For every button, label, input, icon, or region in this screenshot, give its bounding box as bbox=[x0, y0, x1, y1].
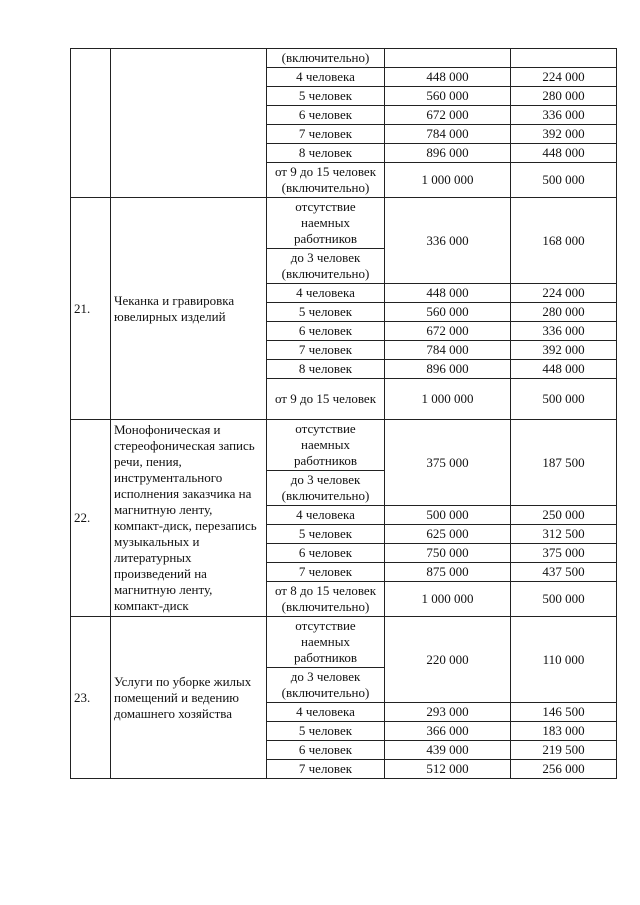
value-1: 875 000 bbox=[385, 563, 511, 582]
employee-count: отсутствие наемных работников bbox=[267, 420, 385, 471]
value-1: 1 000 000 bbox=[385, 163, 511, 198]
employee-count: 4 человека bbox=[267, 68, 385, 87]
entry-name: Монофоническая и стереофоническая запись речи, пения, инструментального исполнения заказчика на магнитную ленту, компакт-диск, перезапись музыкальных и литературных произведений на магнитную ленту, компакт-диск bbox=[111, 420, 267, 617]
value-1: 439 000 bbox=[385, 741, 511, 760]
employee-count: от 9 до 15 человек (включительно) bbox=[267, 163, 385, 198]
employee-count: от 9 до 15 человек bbox=[267, 379, 385, 420]
employee-count: 6 человек bbox=[267, 544, 385, 563]
employee-count: 5 человек bbox=[267, 87, 385, 106]
value-1: 560 000 bbox=[385, 87, 511, 106]
value-2: 219 500 bbox=[511, 741, 617, 760]
value-2: 280 000 bbox=[511, 303, 617, 322]
value-2 bbox=[511, 49, 617, 68]
employee-count: 8 человек bbox=[267, 144, 385, 163]
employee-count: (включительно) bbox=[267, 49, 385, 68]
employee-count: 4 человека bbox=[267, 703, 385, 722]
employee-count: до 3 человек (включительно) bbox=[267, 668, 385, 703]
value-1: 784 000 bbox=[385, 341, 511, 360]
tariff-table bbox=[70, 48, 617, 779]
value-2: 187 500 bbox=[511, 420, 617, 506]
value-1: 896 000 bbox=[385, 360, 511, 379]
value-1: 1 000 000 bbox=[385, 582, 511, 617]
value-2: 448 000 bbox=[511, 360, 617, 379]
value-2: 256 000 bbox=[511, 760, 617, 779]
employee-count: 4 человека bbox=[267, 284, 385, 303]
entry-name: Чеканка и гравировка ювелирных изделий bbox=[111, 198, 267, 420]
entry-name: Услуги по уборке жилых помещений и ведению домашнего хозяйства bbox=[111, 617, 267, 779]
employee-count: 7 человек bbox=[267, 125, 385, 144]
employee-count: отсутствие наемных работников bbox=[267, 198, 385, 249]
value-1: 784 000 bbox=[385, 125, 511, 144]
value-1: 672 000 bbox=[385, 106, 511, 125]
entry-number: 21. bbox=[71, 198, 111, 420]
employee-count: 6 человек bbox=[267, 322, 385, 341]
value-2: 448 000 bbox=[511, 144, 617, 163]
value-2: 146 500 bbox=[511, 703, 617, 722]
value-1: 750 000 bbox=[385, 544, 511, 563]
table-row bbox=[71, 198, 617, 249]
value-1: 896 000 bbox=[385, 144, 511, 163]
value-1: 220 000 bbox=[385, 617, 511, 703]
employee-count: 5 человек bbox=[267, 303, 385, 322]
employee-count: до 3 человек (включительно) bbox=[267, 249, 385, 284]
employee-count: отсутствие наемных работников bbox=[267, 617, 385, 668]
value-2: 280 000 bbox=[511, 87, 617, 106]
value-2: 500 000 bbox=[511, 582, 617, 617]
value-2: 500 000 bbox=[511, 163, 617, 198]
value-1: 512 000 bbox=[385, 760, 511, 779]
employee-count: до 3 человек (включительно) bbox=[267, 471, 385, 506]
value-1: 366 000 bbox=[385, 722, 511, 741]
entry-number: 23. bbox=[71, 617, 111, 779]
value-2: 183 000 bbox=[511, 722, 617, 741]
value-1: 375 000 bbox=[385, 420, 511, 506]
value-1: 1 000 000 bbox=[385, 379, 511, 420]
employee-count: 4 человека bbox=[267, 506, 385, 525]
entry-number bbox=[71, 49, 111, 198]
value-2: 224 000 bbox=[511, 284, 617, 303]
employee-count: 6 человек bbox=[267, 106, 385, 125]
value-2: 392 000 bbox=[511, 125, 617, 144]
employee-count: 7 человек bbox=[267, 341, 385, 360]
value-1: 500 000 bbox=[385, 506, 511, 525]
employee-count: от 8 до 15 человек (включительно) bbox=[267, 582, 385, 617]
value-1: 448 000 bbox=[385, 284, 511, 303]
value-1: 625 000 bbox=[385, 525, 511, 544]
value-1: 560 000 bbox=[385, 303, 511, 322]
value-2: 392 000 bbox=[511, 341, 617, 360]
value-2: 500 000 bbox=[511, 379, 617, 420]
value-2: 250 000 bbox=[511, 506, 617, 525]
employee-count: 7 человек bbox=[267, 760, 385, 779]
table-row bbox=[71, 617, 617, 668]
employee-count: 8 человек bbox=[267, 360, 385, 379]
employee-count: 5 человек bbox=[267, 722, 385, 741]
table-row bbox=[71, 420, 617, 471]
value-1 bbox=[385, 49, 511, 68]
table-row bbox=[71, 49, 617, 68]
value-1: 336 000 bbox=[385, 198, 511, 284]
value-2: 168 000 bbox=[511, 198, 617, 284]
value-2: 336 000 bbox=[511, 106, 617, 125]
value-1: 293 000 bbox=[385, 703, 511, 722]
value-1: 672 000 bbox=[385, 322, 511, 341]
employee-count: 6 человек bbox=[267, 741, 385, 760]
value-2: 312 500 bbox=[511, 525, 617, 544]
entry-name bbox=[111, 49, 267, 198]
value-2: 110 000 bbox=[511, 617, 617, 703]
value-2: 375 000 bbox=[511, 544, 617, 563]
value-1: 448 000 bbox=[385, 68, 511, 87]
entry-number: 22. bbox=[71, 420, 111, 617]
value-2: 437 500 bbox=[511, 563, 617, 582]
employee-count: 7 человек bbox=[267, 563, 385, 582]
employee-count: 5 человек bbox=[267, 525, 385, 544]
value-2: 224 000 bbox=[511, 68, 617, 87]
value-2: 336 000 bbox=[511, 322, 617, 341]
